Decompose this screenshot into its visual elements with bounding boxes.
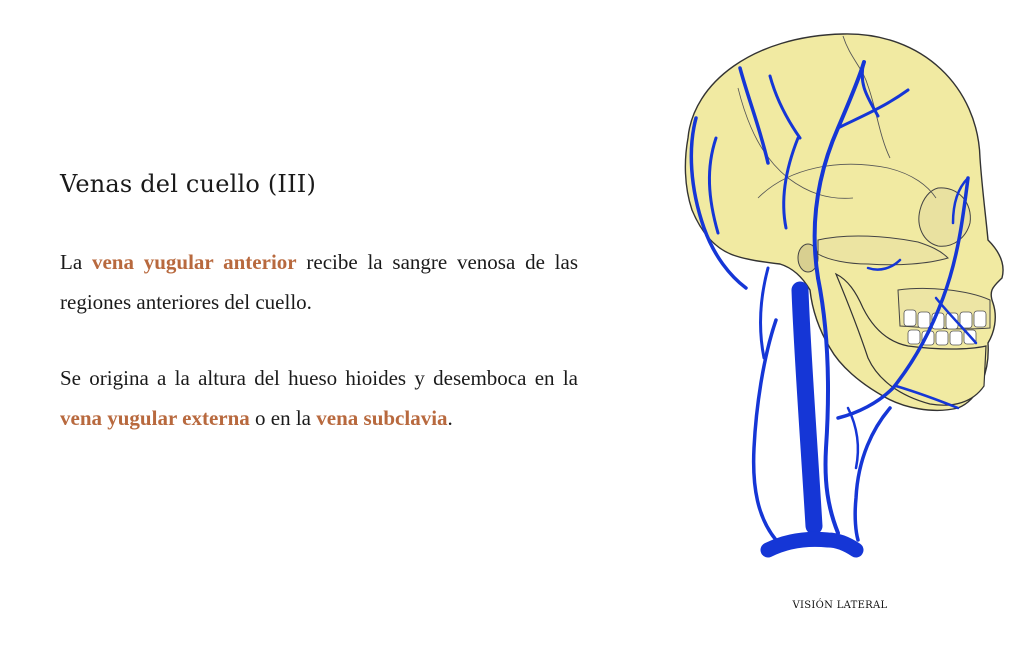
- paragraph-origin: [60, 358, 578, 438]
- subclavian-vein: [768, 539, 856, 550]
- para1-after: recibe la sangre venosa de las regiones anteriores del cuello.: [60, 250, 579, 314]
- anterior-jugular-vein: [855, 408, 890, 540]
- para2-part2: o en la: [249, 406, 317, 430]
- paragraph-anterior-jugular: [60, 242, 578, 322]
- term-vena-subclavia: vena subclavia: [316, 406, 448, 430]
- para2-part3: .: [447, 406, 453, 430]
- internal-jugular-vein: [800, 290, 814, 526]
- para1-before: La: [60, 250, 92, 274]
- term-vena-yugular-anterior: vena yugular anterior: [91, 250, 297, 274]
- term-vena-yugular-externa: vena yugular externa: [60, 406, 250, 430]
- page-title: Venas del cuello (III): [60, 170, 317, 198]
- para2-part1: Se origina a la altura del hueso hioides y desemboca en la: [60, 366, 578, 390]
- content-panel: [60, 170, 578, 474]
- skull-neck-veins-illustration: [668, 28, 1008, 568]
- figure-caption: VISIÓN LATERAL: [792, 600, 888, 611]
- posterior-external-jugular: [754, 320, 776, 540]
